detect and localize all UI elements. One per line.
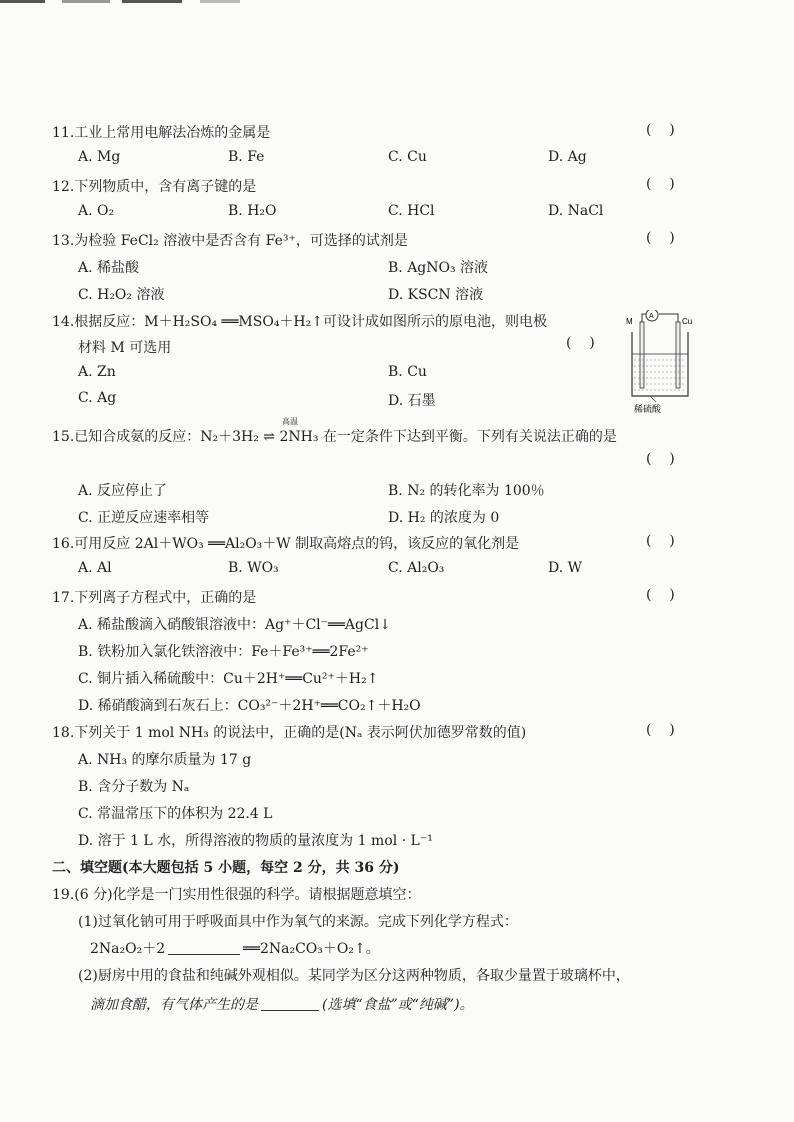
option-a: A. Zn <box>78 364 116 380</box>
question-15 <box>52 426 697 446</box>
option-d: D. KSCN 溶液 <box>388 287 484 303</box>
question-number: 13. <box>52 233 75 249</box>
question-19-part-2: (2)厨房中用的食盐和纯碱外观相似。某同学为区分这两种物质，各取少量置于玻璃杯中， <box>78 968 630 984</box>
answer-bracket: ( ) <box>646 533 675 549</box>
option-b: B. Cu <box>388 364 427 380</box>
question-16 <box>52 533 702 553</box>
option-b: B. H₂O <box>228 203 277 219</box>
galvanic-cell-figure <box>620 310 698 415</box>
question-19-part-1: (1)过氧化钠可用于呼吸面具中作为氧气的来源。完成下列化学方程式： <box>78 914 518 930</box>
equation-right: ══2Na₂CO₃＋O₂↑。 <box>243 941 380 957</box>
question-stem-continued: 材料 M 可选用 <box>78 340 172 356</box>
question-19-part-2-continued <box>90 994 474 1014</box>
option-c: C. Al₂O₃ <box>388 560 445 576</box>
answer-bracket: ( ) <box>646 722 675 738</box>
option-b: B. 铁粉加入氯化铁溶液中：Fe＋Fe³⁺══2Fe²⁺ <box>78 644 369 660</box>
option-a: A. 反应停止了 <box>78 483 168 499</box>
equation-left: 2Na₂O₂＋2 <box>90 941 166 957</box>
answer-bracket: ( ) <box>646 587 675 603</box>
answer-bracket: ( ) <box>646 176 675 192</box>
galvanic-cell-diagram <box>620 310 698 415</box>
answer-bracket: ( ) <box>646 451 675 467</box>
question-number: 16. <box>52 536 75 552</box>
label-cu: Cu <box>682 317 693 326</box>
option-b: B. Fe <box>228 149 265 165</box>
option-d: D. 石墨 <box>388 393 436 409</box>
option-d: D. 稀硝酸滴到石灰石上：CO₃²⁻＋2H⁺══CO₂↑＋H₂O <box>78 698 421 714</box>
option-d: D. W <box>548 560 583 576</box>
question-13 <box>52 230 702 250</box>
option-a: A. Mg <box>78 149 121 165</box>
reaction-condition: 高温 <box>282 417 298 426</box>
question-19-equation <box>90 938 380 958</box>
answer-bracket: ( ) <box>646 122 675 138</box>
blank-input[interactable] <box>261 996 319 1011</box>
option-a: A. 稀盐酸 <box>78 260 140 276</box>
question-number: 15. <box>52 429 75 445</box>
question-number: 12. <box>52 179 75 195</box>
option-c: C. H₂O₂ 溶液 <box>78 287 165 303</box>
option-b: B. AgNO₃ 溶液 <box>388 260 489 276</box>
part-2-text: 滴加食醋，有气体产生的是 <box>90 997 258 1013</box>
option-a: A. O₂ <box>78 203 115 219</box>
option-c: C. Cu <box>388 149 427 165</box>
question-17 <box>52 587 702 607</box>
question-stem: 工业上常用电解法冶炼的金属是 <box>74 125 271 141</box>
question-stem: 下列物质中，含有离子键的是 <box>74 179 257 195</box>
question-14 <box>52 311 702 331</box>
label-dilute-acid: 稀硫酸 <box>634 405 662 415</box>
question-stem: 根据反应：M＋H₂SO₄ ══MSO₄＋H₂↑可设计成如图所示的原电池，则电极 <box>74 314 547 330</box>
label-m: M <box>626 317 633 326</box>
answer-bracket: ( ) <box>646 230 675 246</box>
question-number: 18. <box>52 725 75 741</box>
question-number: 17. <box>52 590 75 606</box>
question-19-stem: 19.(6 分)化学是一门实用性很强的科学。请根据题意填空： <box>52 887 421 903</box>
label-ammeter: A <box>649 313 654 320</box>
question-stem: 可用反应 2Al＋WO₃ ══Al₂O₃＋W 制取高熔点的钨，该反应的氧化剂是 <box>74 536 520 552</box>
question-stem: 为检验 FeCl₂ 溶液中是否含有 Fe³⁺，可选择的试剂是 <box>74 233 408 249</box>
option-a: A. NH₃ 的摩尔质量为 17 g <box>78 752 252 768</box>
part-2-hint: (选填“食盐”或“纯碱”)。 <box>322 997 474 1013</box>
question-number: 11. <box>52 125 75 141</box>
option-b: B. N₂ 的转化率为 100％ <box>388 483 545 499</box>
question-18 <box>52 722 702 742</box>
option-c: C. Ag <box>78 390 117 406</box>
option-d: D. H₂ 的浓度为 0 <box>388 510 500 526</box>
option-b: B. 含分子数为 Nₐ <box>78 779 190 795</box>
option-d: D. NaCl <box>548 203 604 219</box>
option-c: C. 正逆反应速率相等 <box>78 510 210 526</box>
option-a: A. Al <box>78 560 112 576</box>
option-a: A. 稀盐酸滴入硝酸银溶液中：Ag⁺＋Cl⁻══AgCl↓ <box>78 617 391 633</box>
answer-bracket: ( ) <box>566 335 595 351</box>
question-number: 14. <box>52 314 75 330</box>
question-stem: 下列离子方程式中，正确的是 <box>74 590 257 606</box>
option-d: D. Ag <box>548 149 587 165</box>
option-c: C. HCl <box>388 203 435 219</box>
question-11 <box>52 122 702 142</box>
option-d: D. 溶于 1 L 水，所得溶液的物质的量浓度为 1 mol · L⁻¹ <box>78 833 433 849</box>
option-c: C. 铜片插入稀硫酸中：Cu＋2H⁺══Cu²⁺＋H₂↑ <box>78 671 379 687</box>
question-12 <box>52 176 702 196</box>
blank-input[interactable] <box>168 940 240 955</box>
question-stem: 下列关于 1 mol NH₃ 的说法中，正确的是(Nₐ 表示阿伏加德罗常数的值) <box>74 725 527 741</box>
option-b: B. WO₃ <box>228 560 279 576</box>
question-stem: 已知合成氨的反应：N₂＋3H₂ ⇌ 2NH₃ 在一定条件下达到平衡。下列有关说法正确的是 <box>74 429 617 445</box>
option-c: C. 常温常压下的体积为 22.4 L <box>78 806 273 822</box>
section-heading: 二、填空题(本大题包括 5 小题，每空 2 分，共 36 分) <box>52 860 400 876</box>
